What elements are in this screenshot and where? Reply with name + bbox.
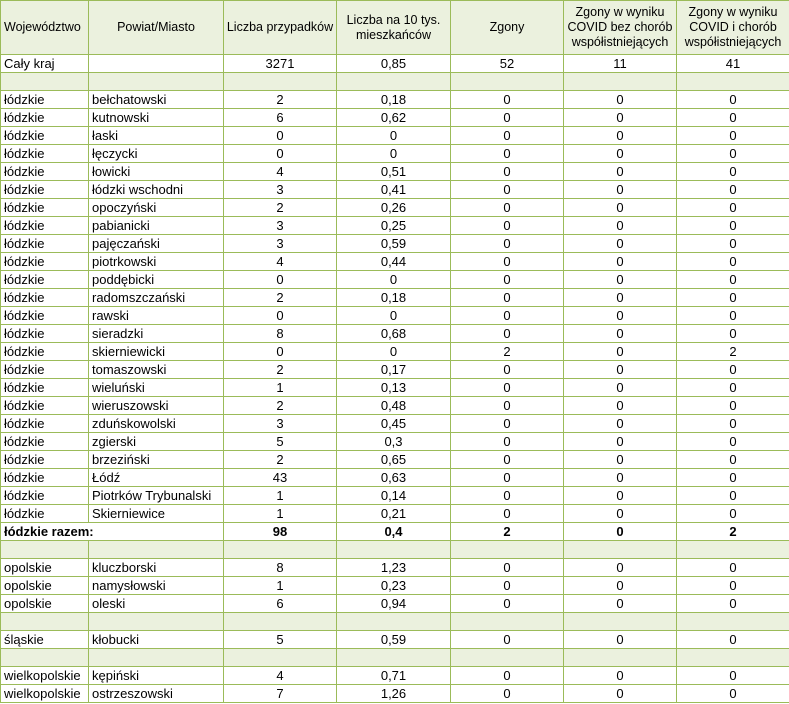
separator-row xyxy=(1,613,789,631)
voivodeship-cell: łódzkie xyxy=(1,109,89,127)
value-cell: 0 xyxy=(224,307,337,325)
table-row xyxy=(1,217,789,235)
value-cell: 0 xyxy=(677,685,789,703)
value-cell: 0 xyxy=(451,505,564,523)
value-cell: 6 xyxy=(224,109,337,127)
value-cell: 0,65 xyxy=(337,451,451,469)
table-row xyxy=(1,235,789,253)
value-cell: 7 xyxy=(224,685,337,703)
value-cell: 0 xyxy=(677,397,789,415)
value-cell: 0 xyxy=(451,451,564,469)
empty-cell xyxy=(564,73,677,91)
value-cell: 0 xyxy=(677,199,789,217)
county-cell: wieruszowski xyxy=(89,397,224,415)
value-cell: 0 xyxy=(337,307,451,325)
table-row xyxy=(1,145,789,163)
county-cell: tomaszowski xyxy=(89,361,224,379)
value-cell: 0 xyxy=(677,559,789,577)
value-cell: 0,41 xyxy=(337,181,451,199)
value-cell: 0 xyxy=(677,217,789,235)
county-cell: pabianicki xyxy=(89,217,224,235)
value-cell: 3 xyxy=(224,235,337,253)
value-cell: 0 xyxy=(677,307,789,325)
county-cell: skierniewicki xyxy=(89,343,224,361)
value-cell: 0 xyxy=(677,109,789,127)
empty-cell xyxy=(451,613,564,631)
value-cell: 0 xyxy=(677,253,789,271)
header-per-10k: Liczba na 10 tys. mieszkańców xyxy=(337,1,451,55)
value-cell: 0 xyxy=(677,235,789,253)
value-cell: 0 xyxy=(677,487,789,505)
value-cell: 1,26 xyxy=(337,685,451,703)
voivodeship-cell: łódzkie xyxy=(1,433,89,451)
value-cell: 43 xyxy=(224,469,337,487)
value-cell: 0 xyxy=(677,379,789,397)
value-cell: 0 xyxy=(564,271,677,289)
value-cell: 0 xyxy=(337,343,451,361)
value-cell: 0 xyxy=(451,559,564,577)
value-cell: 0 xyxy=(564,379,677,397)
total-cell: 0,4 xyxy=(337,523,451,541)
value-cell: 0 xyxy=(337,145,451,163)
value-cell: 0,21 xyxy=(337,505,451,523)
county-cell: sieradzki xyxy=(89,325,224,343)
value-cell: 0,17 xyxy=(337,361,451,379)
value-cell: 0 xyxy=(224,343,337,361)
table-row xyxy=(1,343,789,361)
table-row xyxy=(1,325,789,343)
value-cell: 4 xyxy=(224,253,337,271)
county-cell: brzeziński xyxy=(89,451,224,469)
value-cell: 5 xyxy=(224,631,337,649)
value-cell: 0,3 xyxy=(337,433,451,451)
value-cell: 0 xyxy=(451,235,564,253)
empty-cell xyxy=(677,73,789,91)
value-cell: 3 xyxy=(224,217,337,235)
empty-cell xyxy=(337,613,451,631)
county-cell: namysłowski xyxy=(89,577,224,595)
value-cell: 8 xyxy=(224,325,337,343)
value-cell: 0 xyxy=(564,685,677,703)
value-cell: 0,62 xyxy=(337,109,451,127)
voivodeship-cell: łódzkie xyxy=(1,199,89,217)
value-cell: 0 xyxy=(451,253,564,271)
value-cell: 0 xyxy=(224,127,337,145)
table-body xyxy=(1,55,789,703)
value-cell: 0 xyxy=(677,127,789,145)
value-cell: 2 xyxy=(224,91,337,109)
total-cell: 2 xyxy=(677,523,789,541)
county-cell: bełchatowski xyxy=(89,91,224,109)
county-cell: łęczycki xyxy=(89,145,224,163)
value-cell: 0 xyxy=(564,577,677,595)
voivodeship-cell: łódzkie xyxy=(1,343,89,361)
county-cell: zduńskowolski xyxy=(89,415,224,433)
value-cell: 0 xyxy=(564,451,677,469)
empty-cell xyxy=(89,649,224,667)
value-cell: 0 xyxy=(564,415,677,433)
value-cell: 0 xyxy=(564,289,677,307)
value-cell: 0,45 xyxy=(337,415,451,433)
county-cell: łaski xyxy=(89,127,224,145)
value-cell: 1 xyxy=(224,379,337,397)
value-cell: 0 xyxy=(451,379,564,397)
value-cell: 0 xyxy=(451,127,564,145)
empty-cell xyxy=(224,613,337,631)
empty-cell xyxy=(89,613,224,631)
voivodeship-cell: opolskie xyxy=(1,559,89,577)
county-cell: kłobucki xyxy=(89,631,224,649)
voivodeship-cell: opolskie xyxy=(1,595,89,613)
table-row xyxy=(1,379,789,397)
total-row xyxy=(1,523,789,541)
value-cell: 0 xyxy=(564,667,677,685)
value-cell: 2 xyxy=(224,361,337,379)
empty-cell xyxy=(1,649,89,667)
value-cell: 0 xyxy=(564,469,677,487)
voivodeship-cell: łódzkie xyxy=(1,415,89,433)
voivodeship-cell: łódzkie xyxy=(1,145,89,163)
voivodeship-cell: łódzkie xyxy=(1,397,89,415)
county-cell: radomszczański xyxy=(89,289,224,307)
value-cell: 0 xyxy=(451,307,564,325)
table-row xyxy=(1,181,789,199)
value-cell: 0,59 xyxy=(337,235,451,253)
voivodeship-cell: łódzkie xyxy=(1,469,89,487)
value-cell: 0,44 xyxy=(337,253,451,271)
value-cell: 8 xyxy=(224,559,337,577)
table-row xyxy=(1,271,789,289)
value-cell: 0 xyxy=(451,325,564,343)
county-cell: Piotrków Trybunalski xyxy=(89,487,224,505)
table-row xyxy=(1,199,789,217)
empty-cell xyxy=(224,541,337,559)
value-cell: 0 xyxy=(564,235,677,253)
value-cell: 0 xyxy=(564,631,677,649)
value-cell: 0,25 xyxy=(337,217,451,235)
header-cases: Liczba przypadków xyxy=(224,1,337,55)
value-cell: 0 xyxy=(677,145,789,163)
value-cell: 0,18 xyxy=(337,91,451,109)
empty-cell xyxy=(564,541,677,559)
table-row xyxy=(1,289,789,307)
value-cell: 0 xyxy=(564,325,677,343)
county-cell: łódzki wschodni xyxy=(89,181,224,199)
voivodeship-cell: łódzkie xyxy=(1,271,89,289)
value-cell: 0 xyxy=(451,397,564,415)
empty-cell xyxy=(677,649,789,667)
empty-cell xyxy=(89,73,224,91)
value-cell: 0 xyxy=(564,343,677,361)
value-cell: 0 xyxy=(564,433,677,451)
table-row xyxy=(1,397,789,415)
county-cell: ostrzeszowski xyxy=(89,685,224,703)
value-cell: 4 xyxy=(224,667,337,685)
voivodeship-cell: łódzkie xyxy=(1,505,89,523)
voivodeship-cell: łódzkie xyxy=(1,163,89,181)
empty-cell xyxy=(337,541,451,559)
separator-row xyxy=(1,541,789,559)
value-cell: 0 xyxy=(451,217,564,235)
value-cell: 0,85 xyxy=(337,55,451,73)
value-cell: 1 xyxy=(224,487,337,505)
value-cell: 0 xyxy=(677,595,789,613)
value-cell: 0 xyxy=(451,163,564,181)
voivodeship-cell: łódzkie xyxy=(1,235,89,253)
value-cell: 2 xyxy=(224,289,337,307)
table-row xyxy=(1,685,789,703)
value-cell: 0 xyxy=(564,109,677,127)
table-row xyxy=(1,667,789,685)
value-cell: 0 xyxy=(451,433,564,451)
county-cell: kutnowski xyxy=(89,109,224,127)
table-row xyxy=(1,433,789,451)
value-cell: 0 xyxy=(451,145,564,163)
table-row xyxy=(1,487,789,505)
table-row xyxy=(1,253,789,271)
county-cell: piotrkowski xyxy=(89,253,224,271)
value-cell: 0 xyxy=(451,685,564,703)
empty-cell xyxy=(1,73,89,91)
value-cell: 41 xyxy=(677,55,789,73)
value-cell: 2 xyxy=(677,343,789,361)
table-row xyxy=(1,361,789,379)
voivodeship-cell: łódzkie xyxy=(1,361,89,379)
county-cell: Łódź xyxy=(89,469,224,487)
value-cell: 0 xyxy=(337,271,451,289)
voivodeship-cell: łódzkie xyxy=(1,307,89,325)
voivodeship-cell: Cały kraj xyxy=(1,55,89,73)
value-cell: 1 xyxy=(224,505,337,523)
value-cell: 0 xyxy=(451,469,564,487)
value-cell: 0 xyxy=(564,217,677,235)
value-cell: 0 xyxy=(451,181,564,199)
header-deaths: Zgony xyxy=(451,1,564,55)
total-cell: 2 xyxy=(451,523,564,541)
county-cell: wieluński xyxy=(89,379,224,397)
header-deaths-comorbid: Zgony w wyniku COVID i chorób współistniejących xyxy=(677,1,789,55)
county-cell: zgierski xyxy=(89,433,224,451)
value-cell: 0,51 xyxy=(337,163,451,181)
separator-row xyxy=(1,649,789,667)
value-cell: 0 xyxy=(677,271,789,289)
value-cell: 0 xyxy=(677,577,789,595)
voivodeship-cell: łódzkie xyxy=(1,91,89,109)
voivodeship-cell: śląskie xyxy=(1,631,89,649)
table-row xyxy=(1,451,789,469)
empty-cell xyxy=(677,613,789,631)
value-cell: 0 xyxy=(451,631,564,649)
total-cell: 98 xyxy=(224,523,337,541)
table-row xyxy=(1,631,789,649)
value-cell: 0 xyxy=(564,163,677,181)
value-cell: 0 xyxy=(677,505,789,523)
value-cell: 0 xyxy=(564,181,677,199)
table-row xyxy=(1,163,789,181)
header-row xyxy=(1,1,789,55)
value-cell: 11 xyxy=(564,55,677,73)
empty-cell xyxy=(337,73,451,91)
value-cell: 3 xyxy=(224,181,337,199)
table-row xyxy=(1,91,789,109)
value-cell: 1,23 xyxy=(337,559,451,577)
value-cell: 0 xyxy=(564,199,677,217)
county-cell: kluczborski xyxy=(89,559,224,577)
empty-cell xyxy=(564,649,677,667)
county-cell: poddębicki xyxy=(89,271,224,289)
table-row xyxy=(1,127,789,145)
value-cell: 0 xyxy=(677,91,789,109)
value-cell: 0,48 xyxy=(337,397,451,415)
county-cell: oleski xyxy=(89,595,224,613)
value-cell: 2 xyxy=(224,451,337,469)
value-cell: 0 xyxy=(677,667,789,685)
value-cell: 0 xyxy=(677,631,789,649)
value-cell: 0 xyxy=(451,361,564,379)
value-cell: 52 xyxy=(451,55,564,73)
table-row xyxy=(1,577,789,595)
empty-cell xyxy=(451,649,564,667)
voivodeship-cell: łódzkie xyxy=(1,181,89,199)
voivodeship-cell: łódzkie xyxy=(1,217,89,235)
county-cell: Skierniewice xyxy=(89,505,224,523)
voivodeship-cell: łódzkie xyxy=(1,289,89,307)
value-cell: 4 xyxy=(224,163,337,181)
value-cell: 0 xyxy=(564,595,677,613)
county-cell xyxy=(89,55,224,73)
empty-cell xyxy=(1,541,89,559)
empty-cell xyxy=(337,649,451,667)
county-cell: opoczyński xyxy=(89,199,224,217)
value-cell: 0 xyxy=(564,361,677,379)
county-cell: kępiński xyxy=(89,667,224,685)
value-cell: 0 xyxy=(564,127,677,145)
voivodeship-cell: wielkopolskie xyxy=(1,667,89,685)
empty-cell xyxy=(224,649,337,667)
value-cell: 0 xyxy=(451,289,564,307)
value-cell: 0 xyxy=(677,163,789,181)
value-cell: 0 xyxy=(451,667,564,685)
value-cell: 0,63 xyxy=(337,469,451,487)
voivodeship-cell: wielkopolskie xyxy=(1,685,89,703)
value-cell: 0 xyxy=(677,469,789,487)
voivodeship-cell: łódzkie xyxy=(1,127,89,145)
county-cell: rawski xyxy=(89,307,224,325)
empty-cell xyxy=(451,73,564,91)
voivodeship-cell: łódzkie xyxy=(1,451,89,469)
value-cell: 0 xyxy=(564,505,677,523)
value-cell: 0 xyxy=(451,271,564,289)
value-cell: 0,26 xyxy=(337,199,451,217)
county-cell: pajęczański xyxy=(89,235,224,253)
value-cell: 0 xyxy=(451,91,564,109)
value-cell: 0 xyxy=(564,307,677,325)
voivodeship-cell: łódzkie xyxy=(1,487,89,505)
value-cell: 0,71 xyxy=(337,667,451,685)
value-cell: 0 xyxy=(451,109,564,127)
table-row xyxy=(1,415,789,433)
value-cell: 0 xyxy=(451,577,564,595)
value-cell: 0 xyxy=(564,91,677,109)
table-row xyxy=(1,469,789,487)
value-cell: 6 xyxy=(224,595,337,613)
value-cell: 0 xyxy=(337,127,451,145)
value-cell: 2 xyxy=(224,199,337,217)
voivodeship-cell: łódzkie xyxy=(1,253,89,271)
county-cell: łowicki xyxy=(89,163,224,181)
value-cell: 0,59 xyxy=(337,631,451,649)
value-cell: 0 xyxy=(677,415,789,433)
empty-cell xyxy=(677,541,789,559)
value-cell: 0 xyxy=(451,199,564,217)
value-cell: 2 xyxy=(224,397,337,415)
header-county: Powiat/Miasto xyxy=(89,1,224,55)
voivodeship-cell: łódzkie xyxy=(1,379,89,397)
table-row xyxy=(1,595,789,613)
value-cell: 0 xyxy=(451,487,564,505)
value-cell: 0 xyxy=(677,289,789,307)
value-cell: 0 xyxy=(677,451,789,469)
empty-cell xyxy=(89,541,224,559)
table-row xyxy=(1,559,789,577)
empty-cell xyxy=(451,541,564,559)
value-cell: 0 xyxy=(224,271,337,289)
value-cell: 0 xyxy=(224,145,337,163)
header-deaths-covid-only: Zgony w wyniku COVID bez chorób współistniejących xyxy=(564,1,677,55)
value-cell: 0 xyxy=(564,397,677,415)
voivodeship-cell: opolskie xyxy=(1,577,89,595)
value-cell: 0,94 xyxy=(337,595,451,613)
value-cell: 2 xyxy=(451,343,564,361)
value-cell: 0 xyxy=(677,361,789,379)
value-cell: 0 xyxy=(564,559,677,577)
empty-cell xyxy=(224,73,337,91)
value-cell: 3 xyxy=(224,415,337,433)
value-cell: 0 xyxy=(451,415,564,433)
value-cell: 0,13 xyxy=(337,379,451,397)
header-voivodeship: Województwo xyxy=(1,1,89,55)
value-cell: 0 xyxy=(451,595,564,613)
voivodeship-cell: łódzkie xyxy=(1,325,89,343)
total-cell: 0 xyxy=(564,523,677,541)
value-cell: 0,14 xyxy=(337,487,451,505)
value-cell: 0,23 xyxy=(337,577,451,595)
table-row xyxy=(1,505,789,523)
total-label: łódzkie razem: xyxy=(1,523,224,541)
value-cell: 1 xyxy=(224,577,337,595)
separator-row xyxy=(1,73,789,91)
value-cell: 0 xyxy=(677,181,789,199)
value-cell: 3271 xyxy=(224,55,337,73)
empty-cell xyxy=(564,613,677,631)
value-cell: 0,18 xyxy=(337,289,451,307)
value-cell: 5 xyxy=(224,433,337,451)
table-row xyxy=(1,307,789,325)
value-cell: 0 xyxy=(677,325,789,343)
table-row xyxy=(1,109,789,127)
value-cell: 0 xyxy=(677,433,789,451)
table-row xyxy=(1,55,789,73)
value-cell: 0,68 xyxy=(337,325,451,343)
value-cell: 0 xyxy=(564,253,677,271)
value-cell: 0 xyxy=(564,487,677,505)
empty-cell xyxy=(1,613,89,631)
value-cell: 0 xyxy=(564,145,677,163)
